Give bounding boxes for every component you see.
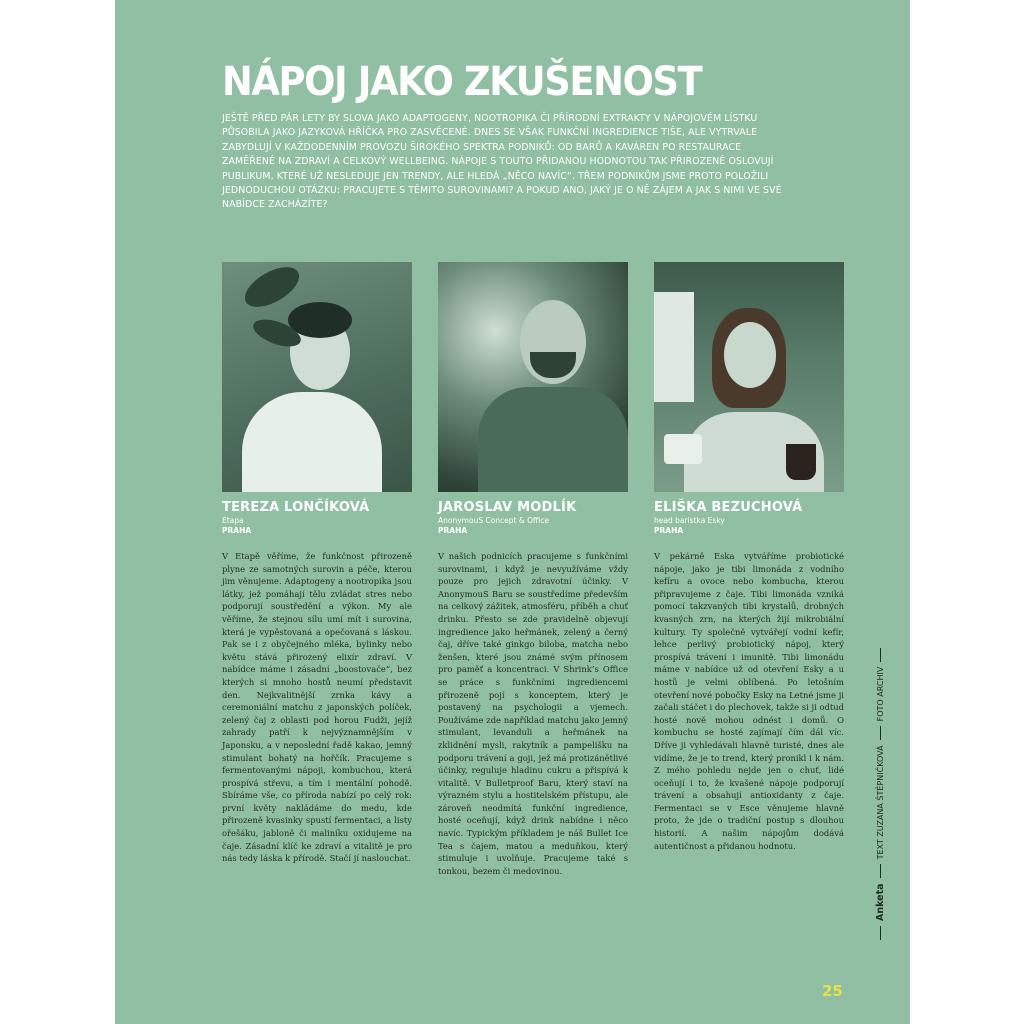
person-role: AnonymouS Concept & Office [438, 516, 549, 525]
magazine-page [115, 0, 910, 1024]
person-name: JAROSLAV MODLÍK [438, 500, 577, 515]
divider [880, 648, 881, 662]
interview-column-2 [438, 262, 628, 877]
person-name: TEREZA LONČÍKOVÁ [222, 500, 370, 515]
section-credits [875, 648, 886, 940]
divider [880, 864, 881, 878]
portrait-photo-tereza [222, 262, 412, 492]
portrait-photo-jaroslav [438, 262, 628, 492]
portrait-photo-eliska [654, 262, 844, 492]
person-name: ELIŠKA BEZUCHOVÁ [654, 500, 803, 515]
person-city: PRAHA [222, 526, 252, 535]
person-answer: V Etapě věříme, že funkčnost přirozeně plyne ze samotných surovin a péče, kterou jim věnujeme. Adaptogeny a nootropika jsou látky, jež pomáhají tělu zvládat stres nebo podporují soustředění a výkon. My ale věříme, že stejnou sílu umí mít i surovina, která je vypěstovaná a opečovaná s láskou. Pak se i z obyčejného mléka, bylinky nebo květu stává přirozený elixír zdraví. V nabídce máme i zásadní „boostovače“, bez kterých si mnoho hostů neumí představit den. Nejkvalitnější zrnka kávy a ceremoniální matchu z japonských políček, zelený čaj z oblasti pod horou Fudži, jejíž zahrady patří k nejvýznamnějším v Japonsku, a v neposlední řadě kakao, jemný stimulant bohatý na hořčík. Pracujeme s fermentovanými nápoji, kombuchou, která prospívá střevu, a tím i mentální pohodě. Sbíráme vše, co příroda nabízí po celý rok: první květy nakládáme do medu, kde přirozeně kvasinky spustí fermentaci, a listy ořešáku, jabloně či maliníku oxidujeme na čaje. Zásadní klíč ke zdraví a vitalitě je pro nás tedy láska k přírodě. Stačí jí naslouchat. [222, 551, 412, 864]
article-title: NÁPOJ JAKO ZKUŠENOST [222, 59, 702, 105]
interview-column-3 [654, 262, 844, 852]
article-intro: JEŠTĚ PŘED PÁR LETY BY SLOVA JAKO ADAPTOGENY, NOOTROPIKA ČI PŘÍRODNÍ EXTRAKTY V NÁPOJOVÉM LÍSTKU PŮSOBILA JAKO JAZYKOVÁ HŘÍČKA PRO ZASVĚCENÉ. DNES SE VŠAK FUNKČNÍ INGREDIENCE TIŠE, ALE VYTRVALE ZABYDLUJÍ V KAŽDODENNÍM PROVOZU ŠIROKÉHO SPEKTRA PODNIKŮ: OD BARŮ A KAVÁREN PO RESTAURACE ZAMĚŘENÉ NA ZDRAVÍ A CELKOVÝ WELLBEING. NÁPOJE S TOUTO PŘIDANOU HODNOTOU TAK PŘIROZENĚ OSLOVUJÍ PUBLIKUM, KTERÉ UŽ NESLEDUJE JEN TRENDY, ALE HLEDÁ „NĚCO NAVÍC“. TŘEM PODNIKŮM JSME PROTO POLOŽILI JEDNODUCHOU OTÁZKU: PRACUJETE S TĚMITO SUROVINAMI? A POKUD ANO, JAKÝ JE O NĚ ZÁJEM A JAK S NIMI VE SVÉ NABÍDCE ZACHÁZÍTE? [222, 113, 782, 211]
section-label: Anketa [875, 883, 886, 921]
person-answer: V pekárně Eska vytváříme probiotické nápoje, jako je tibi limonáda z vodního kefíru a ovoce nebo kombucha, kterou připravujeme z čaje. Tibi limonáda vzniká pomocí takzvaných tibi krystalů, drobných kvasných zrn, na kterých žijí mikrobiální kultury. Ty společně vytvářejí vodní kefír, lehce perlivý probiotický nápoj, který prospívá trávení i imunitě. Tibi limonádu máme v nabídce už od otevření Esky a u hostů je velmi oblíbená. Po letošním otevření nové pobočky Esky na Letné jsme ji začali stáčet i do plechovek, takže si ji odtud hosté nově mohou odnést i domů. O kombuchu se hosté zajímají čím dál víc. Dříve ji vyhledávali hlavně turisté, dnes ale vidíme, že je to trend, který pronikl i k nám. Z mého pohledu nejde jen o chuť, lidé oceňují i to, že kvašené nápoje podporují trávení a obsahují antioxidanty z čaje. Fermentaci se v Esce věnujeme hlavně proto, že jde o tradiční postup s dlouhou historií. A našim nápojům dodává autentičnost a přidanou hodnotu. [654, 551, 844, 851]
divider [880, 726, 881, 740]
person-role: Etapa [222, 516, 244, 525]
person-city: PRAHA [654, 526, 684, 535]
divider [880, 926, 881, 940]
person-answer: V našich podnicích pracujeme s funkčními surovinami, i když je nevyužíváme vždy pouze pro jejich zdravotní účinky. V AnonymouS Baru se soustředíme především na celkový zážitek, atmosféru, příběh a chuť drinku. Přesto se zde pravidelně objevují ingredience jako heřmánek, zelený a černý čaj, dříve také ginkgo biloba, matcha nebo ženšen, které jsou známé svým přínosem pro paměť a koncentraci. V Shrink’s Office se práce s funkčními ingrediencemi přirozeně pojí s konceptem, který je postavený na psychologii a vjemech. Používáme zde například matchu jako jemný stimulant, levanduli a heřmánek na zklidnění mysli, rakytník a pampelišku na podporu trávení a goji, jež má protizánětlivé účinky, reguluje hladinu cukru a přispívá k vitalitě. V Bulletproof Baru, který staví na výrazném stylu a hostitelském přístupu, ale zároveň neodmítá funkční ingredience, hosté oceňují, když drink nabídne i něco navíc. Typickým příkladem je náš Bullet Ice Tea s čajem, matou a meduňkou, který stimuluje i uvolňuje. Pracujeme také s tonkou, bezem či medovinou. [438, 551, 628, 876]
page-number: 25 [822, 982, 843, 1000]
person-city: PRAHA [438, 526, 468, 535]
photo-credit: FOTO ARCHIV [876, 666, 885, 722]
interview-column-1 [222, 262, 412, 865]
text-credit: TEXT ZUZANA ŠTĚPNIČKOVÁ [876, 745, 885, 860]
person-role: head baristka Esky [654, 516, 725, 525]
